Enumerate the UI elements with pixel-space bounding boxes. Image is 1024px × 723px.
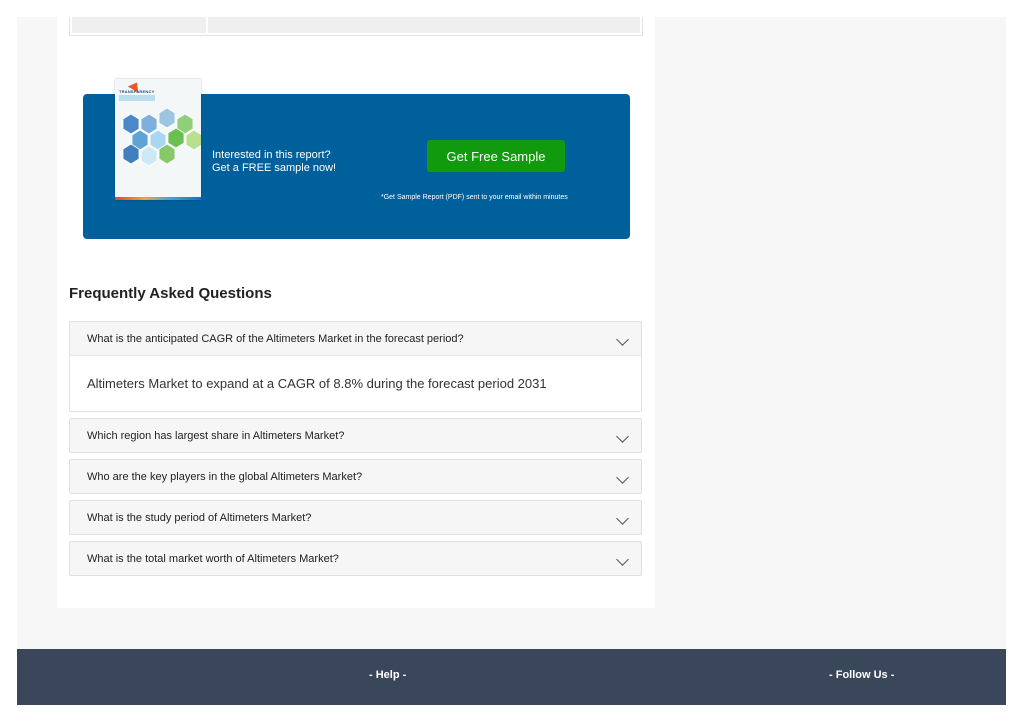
- faq-question[interactable]: [70, 322, 641, 355]
- hexagon-art-icon: [115, 109, 201, 169]
- faq-item[interactable]: [69, 418, 642, 453]
- footer: [17, 649, 1006, 705]
- chevron-down-icon[interactable]: [616, 471, 629, 484]
- cover-color-stripe: [115, 197, 201, 200]
- faq-question-text: What is the study period of Altimeters Market?: [87, 511, 312, 524]
- faq-heading: Frequently Asked Questions: [69, 285, 272, 302]
- table-cell: [72, 17, 206, 33]
- table-bottom-row: [69, 17, 643, 36]
- sample-note: *Get Sample Report (PDF) sent to your email within minutes: [381, 194, 568, 201]
- faq-question[interactable]: [70, 542, 641, 575]
- faq-item[interactable]: [69, 541, 642, 576]
- faq-question[interactable]: [70, 419, 641, 452]
- cover-logo: TRANSPARENCY: [119, 89, 155, 94]
- faq-item[interactable]: [69, 321, 642, 412]
- faq-question-text: Which region has largest share in Altimeters Market?: [87, 429, 345, 442]
- main-content: [57, 17, 655, 608]
- banner-text: [212, 149, 336, 175]
- banner-subline: Get a FREE sample now!: [212, 162, 337, 174]
- table-cell: [208, 17, 640, 33]
- chevron-down-icon[interactable]: [616, 430, 629, 443]
- faq-question-text: What is the total market worth of Altimeters Market?: [87, 552, 339, 565]
- banner-headline: Interested in this report?: [212, 149, 331, 161]
- faq-question[interactable]: [70, 460, 641, 493]
- footer-follow-heading: - Follow Us -: [829, 669, 895, 681]
- faq-question-text: What is the anticipated CAGR of the Altimeters Market in the forecast period?: [87, 332, 464, 345]
- get-free-sample-button[interactable]: Get Free Sample: [427, 140, 565, 172]
- faq-question[interactable]: [70, 501, 641, 534]
- faq-question-text: Who are the key players in the global Altimeters Market?: [87, 470, 363, 483]
- faq-answer: Altimeters Market to expand at a CAGR of 8.8% during the forecast period 2031: [70, 355, 641, 411]
- chevron-down-icon[interactable]: [616, 333, 629, 346]
- cover-subtitle-bar: [119, 95, 155, 101]
- chevron-down-icon[interactable]: [616, 512, 629, 525]
- chevron-down-icon[interactable]: [616, 553, 629, 566]
- faq-item[interactable]: [69, 459, 642, 494]
- footer-help-heading: - Help -: [369, 669, 407, 681]
- report-cover-image[interactable]: [115, 79, 201, 200]
- faq-item[interactable]: [69, 500, 642, 535]
